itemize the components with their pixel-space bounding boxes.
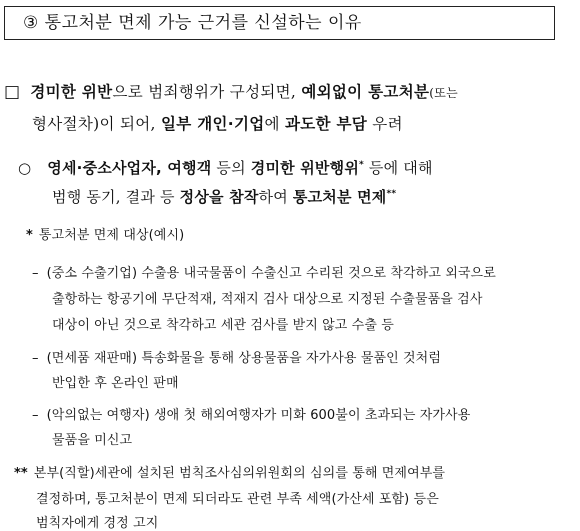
note1-item-1-line-1 — [32, 262, 496, 281]
emphasis: 정상을 참작 — [179, 188, 259, 206]
section-title-box — [4, 6, 555, 40]
circled-number: ③ — [23, 13, 39, 33]
note1-heading — [26, 224, 184, 243]
text: 형사절차) — [32, 115, 100, 133]
note1-item-3-line-2: 물품을 미신고 — [52, 433, 133, 448]
text: 하여 — [258, 188, 293, 206]
asterisk-marker: * — [26, 228, 33, 243]
emphasis: 예외없이 통고처분 — [301, 83, 430, 101]
emphasis: 경미한 위반 — [30, 83, 113, 101]
note1-heading-text: 통고처분 면제 대상(예시) — [38, 228, 185, 243]
dash-marker: – — [32, 351, 39, 366]
note1-item-2-line-1 — [32, 347, 441, 366]
note2-line-1 — [14, 462, 445, 481]
footnote-marker: * — [359, 160, 364, 170]
note1-item-1-line-2: 출항하는 항공기에 무단적재, 적재지 검사 대상으로 지정된 수출물품을 검사 — [52, 292, 483, 307]
square-bullet-line-1 — [4, 80, 458, 102]
text: 등에 대해 — [363, 159, 433, 177]
text: 범행 동기, 결과 등 — [52, 188, 180, 206]
circle-bullet-icon: ○ — [18, 159, 32, 177]
footnote-marker: ** — [386, 189, 397, 199]
text: 이 되어, — [99, 115, 161, 133]
emphasis: 경미한 위반행위 — [250, 159, 360, 177]
double-asterisk-marker: ** — [14, 466, 28, 481]
note1-item-3-line-1 — [32, 404, 470, 423]
text: 등의 — [211, 159, 251, 177]
item-text: (악의없는 여행자) 생애 첫 해외여행자가 미화 600불이 초과되는 자가사용 — [46, 408, 471, 423]
item-text: (면세품 재판매) 특송화물을 통해 상용물품을 자가사용 물품인 것처럼 — [46, 351, 442, 366]
dash-marker: – — [32, 266, 39, 281]
text: 에 — [264, 115, 286, 133]
note2-line-2: 결정하며, 통고처분이 면제 되더라도 관련 부족 세액(가산세 포함) 등은 — [36, 492, 439, 507]
square-bullet-line-2 — [32, 112, 403, 134]
note1-item-1-line-3: 대상이 아닌 것으로 착각하고 세관 검사를 받지 않고 수출 등 — [52, 318, 394, 333]
emphasis: 과도한 부담 — [285, 115, 368, 133]
text: 우려 — [367, 115, 403, 133]
emphasis: 일부 개인·기업 — [160, 115, 265, 133]
text: 으로 범죄행위가 구성되면, — [112, 83, 302, 101]
circle-bullet-line-2 — [52, 186, 396, 207]
note1-item-2-line-2: 반입한 후 온라인 판매 — [52, 376, 179, 391]
dash-marker: – — [32, 408, 39, 423]
square-bullet-icon: □ — [4, 82, 21, 102]
circle-bullet-line-1 — [18, 157, 433, 178]
note2-text: 본부(직할)세관에 설치된 범칙조사심의위원회의 심의를 통해 면제여부를 — [33, 466, 446, 481]
emphasis: 통고처분 면제 — [292, 188, 387, 206]
emphasis: 영세·중소사업자, 여행객 — [47, 159, 212, 177]
note2-line-3: 범칙자에게 경정 고지 — [36, 516, 159, 531]
text: (또는 — [429, 86, 459, 100]
item-text: (중소 수출기업) 수출용 내국물품이 수출신고 수리된 것으로 착각하고 외국으로 — [46, 266, 496, 281]
section-title: 통고처분 면제 가능 근거를 신설하는 이유 — [44, 13, 362, 33]
